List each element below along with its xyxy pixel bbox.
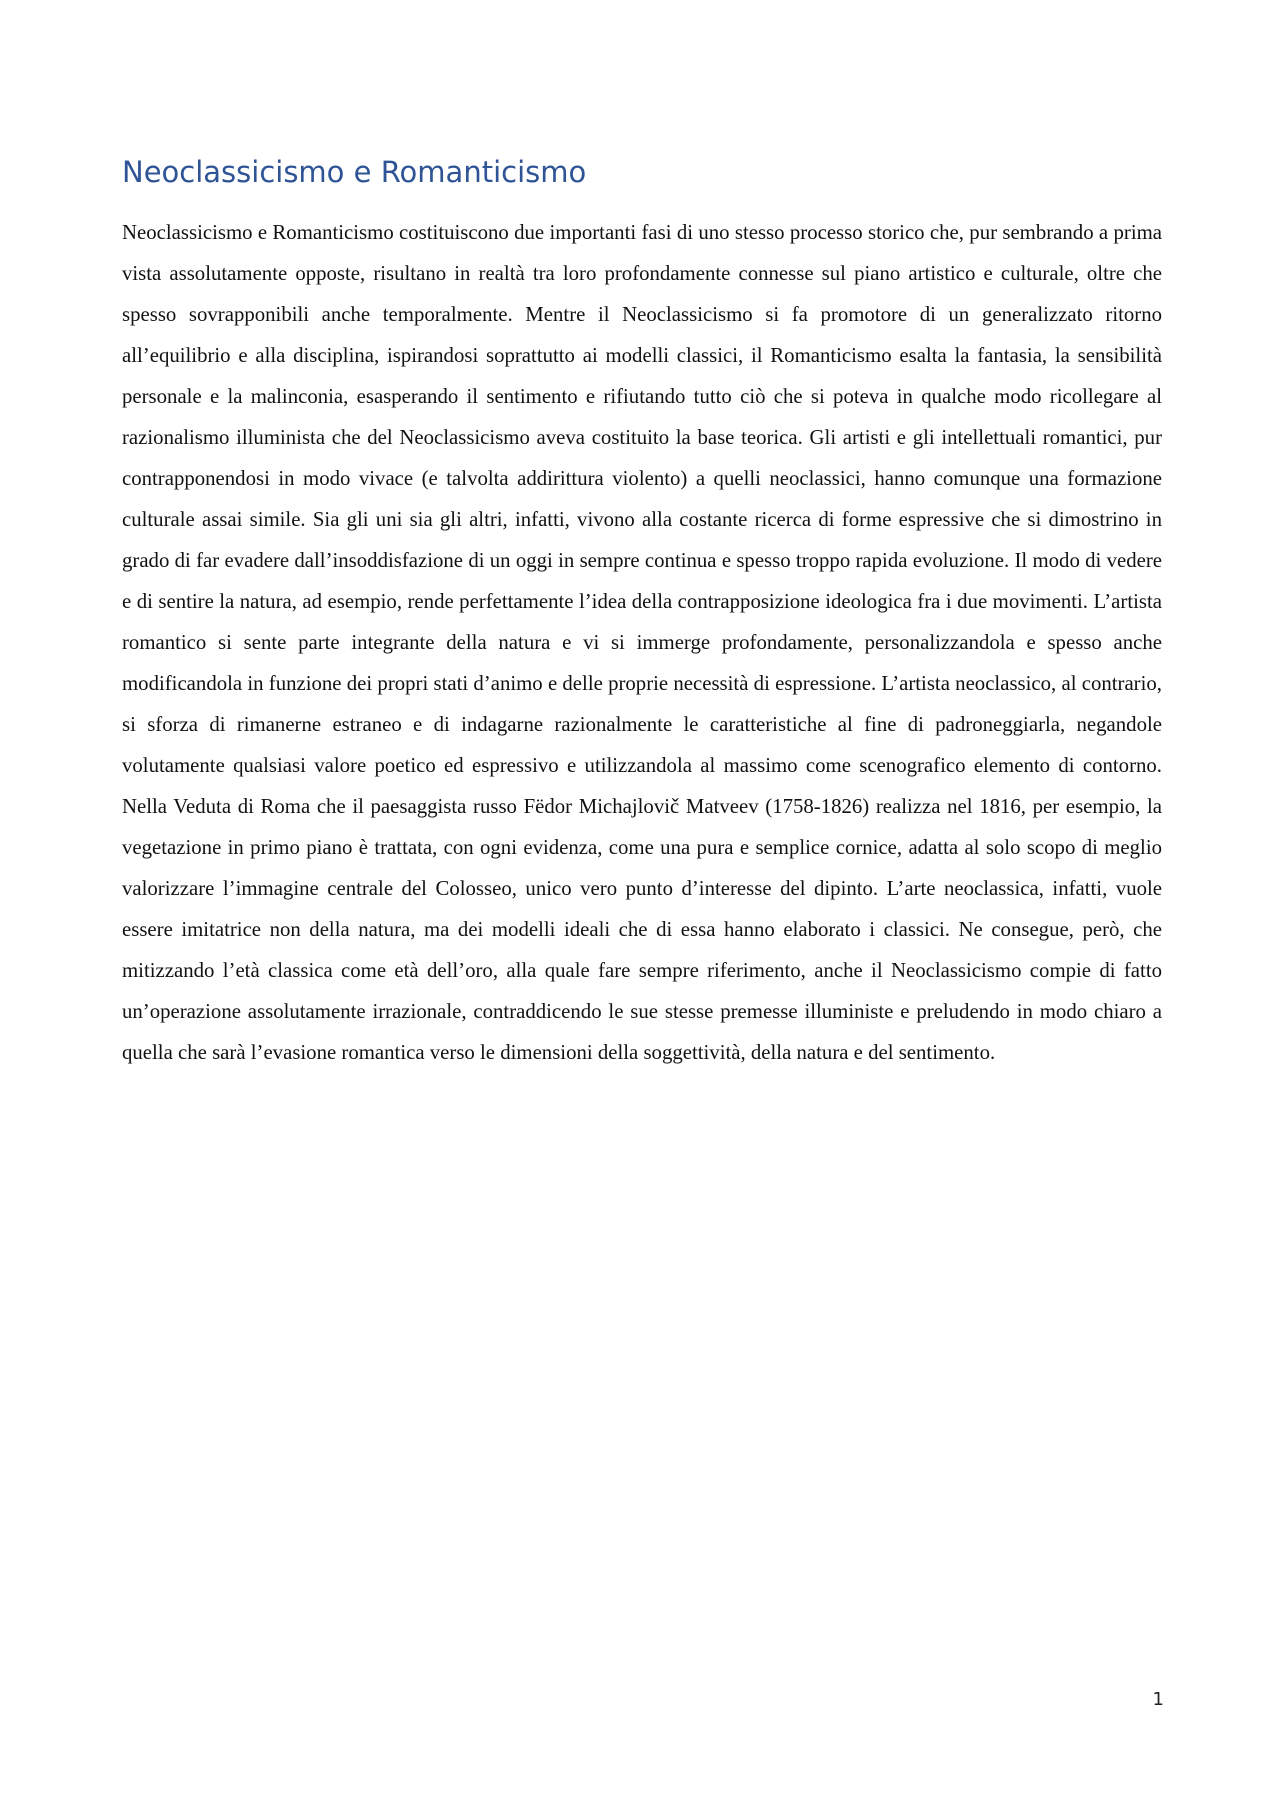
document-heading: Neoclassicismo e Romanticismo [122, 155, 587, 189]
body-paragraph: Neoclassicismo e Romanticismo costituiscono due importanti fasi di uno stesso processo storico che, pur sembrando a prima vista assolutamente opposte, risultano in realtà tra loro profondamente connesse sul piano artistico e culturale, oltre che spesso sovrapponibili anche temporalmente. Mentre il Neoclassicismo si fa promotore di un generalizzato ritorno all’equilibrio e alla disciplina, ispirandosi soprattutto ai modelli classici, il Romanticismo esalta la fantasia, la sensibilità personale e la malinconia, esasperando il sentimento e rifiutando tutto ciò che si poteva in qualche modo ricollegare al razionalismo illuminista che del Neoclassicismo aveva costituito la base teorica. Gli artisti e gli intellettuali romantici, pur contrapponendosi in modo vivace (e talvolta addirittura violento) a quelli neoclassici, hanno comunque una formazione culturale assai simile. Sia gli uni sia gli altri, infatti, vivono alla costante ricerca di forme espressive che si dimostrino in grado di far evadere dall’insoddisfazione di un oggi in sempre continua e spesso troppo rapida evoluzione. Il modo di vedere e di sentire la natura, ad esempio, rende perfettamente l’idea della contrapposizione ideologica fra i due movimenti. L’artista romantico si sente parte integrante della natura e vi si immerge profondamente, personalizzandola e spesso anche modificandola in funzione dei propri stati d’animo e delle proprie necessità di espressione. L’artista neoclassico, al contrario, si sforza di rimanerne estraneo e di indagarne razionalmente le caratteristiche al fine di padroneggiarla, negandole volutamente qualsiasi valore poetico ed espressivo e utilizzandola al massimo come scenografico elemento di contorno. Nella Veduta di Roma che il paesaggista russo Fëdor Michajlovič Matveev (1758-1826) realizza nel 1816, per esempio, la vegetazione in primo piano è trattata, con ogni evidenza, come una pura e semplice cornice, adatta al solo scopo di meglio valorizzare l’immagine centrale del Colosseo, unico vero punto d’interesse del dipinto. L’arte neoclassica, infatti, vuole essere imitatrice non della natura, ma dei modelli ideali che di essa hanno elaborato i classici. Ne consegue, però, che mitizzando l’età classica come età dell’oro, alla quale fare sempre riferimento, anche il Neoclassicismo compie di fatto un’operazione assolutamente irrazionale, contraddicendo le sue stesse premesse illuministe e preludendo in modo chiaro a quella che sarà l’evasione romantica verso le dimensioni della soggettività, della natura e del sentimento. [122, 221, 1162, 1064]
page-number: 1 [1152, 1689, 1164, 1710]
